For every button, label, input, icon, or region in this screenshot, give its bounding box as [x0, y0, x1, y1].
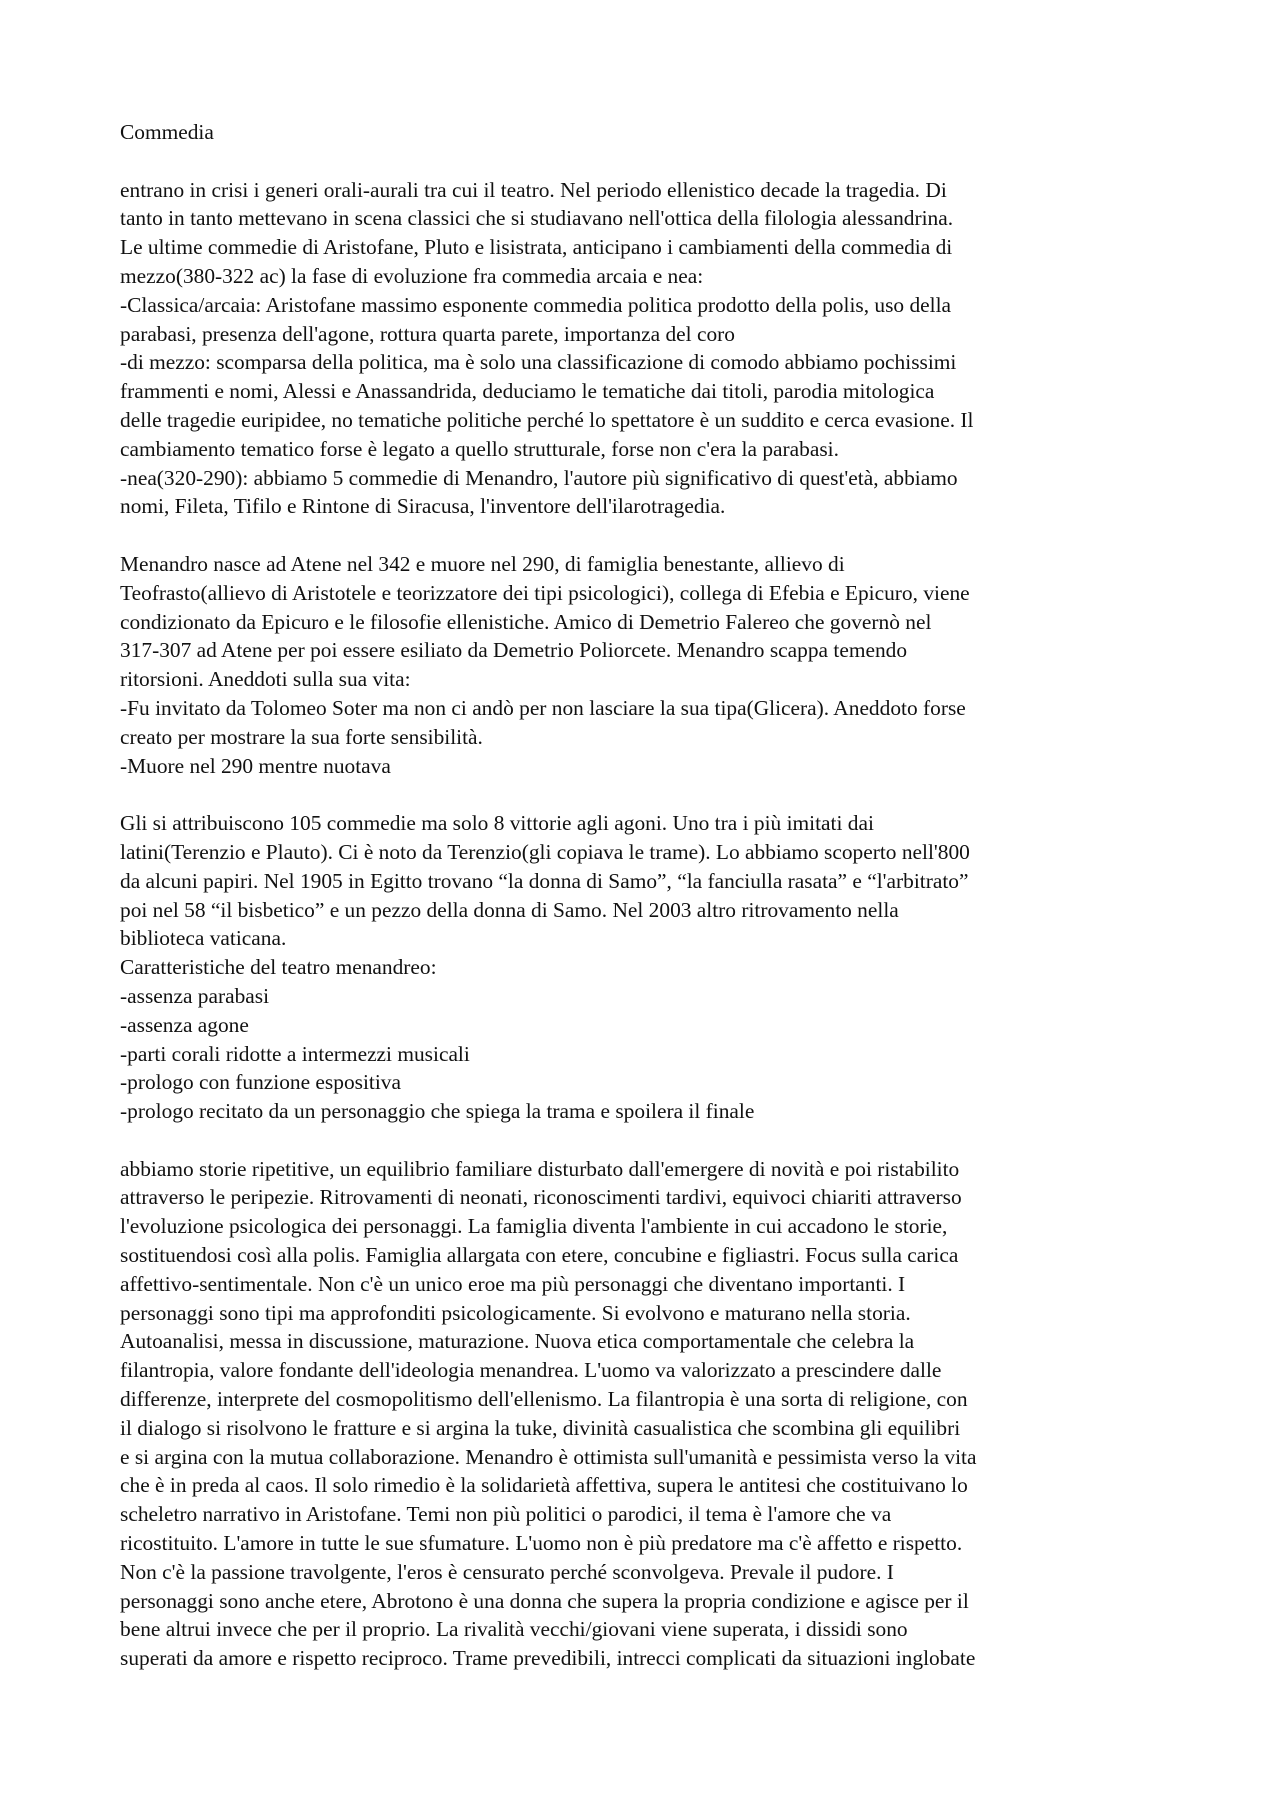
text-line: frammenti e nomi, Alessi e Anassandrida, deduciamo le tematiche dai titoli, parodia mitologica	[120, 379, 935, 404]
paragraph	[120, 550, 1160, 780]
text-line: delle tragedie euripidee, no tematiche politiche perché lo spettatore è un suddito e cerca evasione. Il	[120, 407, 974, 432]
text-line: personaggi sono anche etere, Abrotono è una donna che supera la propria condizione e agisce per il	[120, 1588, 969, 1613]
text-line: -assenza agone	[120, 1012, 249, 1037]
text-line: ritorsioni. Aneddoti sulla sua vita:	[120, 667, 411, 692]
text-line: bene altrui invece che per il proprio. La rivalità vecchi/giovani viene superata, i dissidi sono	[120, 1617, 908, 1642]
text-line: Menandro nasce ad Atene nel 342 e muore nel 290, di famiglia benestante, allievo di	[120, 551, 845, 576]
text-line: da alcuni papiri. Nel 1905 in Egitto trovano “la donna di Samo”, “la fanciulla rasata” e “l'arbitrato”	[120, 868, 969, 893]
text-line: tanto in tanto mettevano in scena classici che si studiavano nell'ottica della filologia alessandrina.	[120, 206, 954, 231]
text-line: creato per mostrare la sua forte sensibilità.	[120, 724, 483, 749]
text-line: mezzo(380-322 ac) la fase di evoluzione fra commedia arcaia e nea:	[120, 263, 704, 288]
text-line: e si argina con la mutua collaborazione. Menandro è ottimista sull'umanità e pessimista verso la vita	[120, 1444, 977, 1469]
text-line: condizionato da Epicuro e le filosofie ellenistiche. Amico di Demetrio Falereo che governò nel	[120, 609, 932, 634]
text-line: -nea(320-290): abbiamo 5 commedie di Menandro, l'autore più significativo di quest'età, abbiamo	[120, 465, 958, 490]
document-title: Commedia	[120, 120, 214, 144]
text-line: Caratteristiche del teatro menandreo:	[120, 955, 437, 980]
text-line: sostituendosi così alla polis. Famiglia allargata con etere, concubine e figliastri. Focus sulla carica	[120, 1243, 959, 1268]
paragraph	[120, 176, 1160, 522]
text-line: differenze, interprete del cosmopolitismo dell'ellenismo. La filantropia è una sorta di religione, con	[120, 1387, 968, 1412]
text-line: cambiamento tematico forse è legato a quello strutturale, forse non c'era la parabasi.	[120, 436, 839, 461]
text-line: Non c'è la passione travolgente, l'eros è censurato perché sconvolgeva. Prevale il pudore. I	[120, 1559, 894, 1584]
paragraph	[120, 809, 1160, 1126]
text-line: parabasi, presenza dell'agone, rottura quarta parete, importanza del coro	[120, 321, 735, 346]
text-line: -parti corali ridotte a intermezzi musicali	[120, 1041, 470, 1066]
text-line: scheletro narrativo in Aristofane. Temi non più politici o parodici, il tema è l'amore che va	[120, 1502, 892, 1527]
text-line: -Muore nel 290 mentre nuotava	[120, 753, 391, 778]
text-line: filantropia, valore fondante dell'ideologia menandrea. L'uomo va valorizzato a prescindere dalle	[120, 1358, 942, 1383]
document-body	[120, 176, 1160, 1673]
text-line: latini(Terenzio e Plauto). Ci è noto da Terenzio(gli copiava le trame). Lo abbiamo scoperto nell'800	[120, 839, 970, 864]
text-line: -Classica/arcaia: Aristofane massimo esponente commedia politica prodotto della polis, uso della	[120, 292, 952, 317]
text-line: -di mezzo: scomparsa della politica, ma è solo una classificazione di comodo abbiamo pochissimi	[120, 350, 957, 375]
text-line: entrano in crisi i generi orali-aurali tra cui il teatro. Nel periodo ellenistico decade la tragedia. Di	[120, 177, 947, 202]
text-line: il dialogo si risolvono le fratture e si argina la tuke, divinità casualistica che scombina gli equilibri	[120, 1415, 961, 1440]
text-line: personaggi sono tipi ma approfonditi psicologicamente. Si evolvono e maturano nella storia.	[120, 1300, 911, 1325]
text-line: l'evoluzione psicologica dei personaggi. La famiglia diventa l'ambiente in cui accadono le storie,	[120, 1214, 948, 1239]
text-line: -prologo recitato da un personaggio che spiega la trama e spoilera il finale	[120, 1099, 755, 1124]
text-line: biblioteca vaticana.	[120, 926, 287, 951]
text-line: ricostituito. L'amore in tutte le sue sfumature. L'uomo non è più predatore ma c'è affetto e rispetto.	[120, 1531, 963, 1556]
text-line: -prologo con funzione espositiva	[120, 1070, 401, 1095]
text-line: 317-307 ad Atene per poi essere esiliato da Demetrio Poliorcete. Menandro scappa temendo	[120, 638, 908, 663]
text-line: abbiamo storie ripetitive, un equilibrio familiare disturbato dall'emergere di novità e poi ristabilito	[120, 1156, 960, 1181]
text-line: attraverso le peripezie. Ritrovamenti di neonati, riconoscimenti tardivi, equivoci chiariti attraverso	[120, 1185, 962, 1210]
text-line: -assenza parabasi	[120, 983, 270, 1008]
document-page	[120, 118, 1160, 1673]
text-line: Teofrasto(allievo di Aristotele e teorizzatore dei tipi psicologici), collega di Efebia e Epicuro, viene	[120, 580, 970, 605]
text-line: affettivo-sentimentale. Non c'è un unico eroe ma più personaggi che diventano importanti. I	[120, 1271, 906, 1296]
text-line: Gli si attribuiscono 105 commedie ma solo 8 vittorie agli agoni. Uno tra i più imitati dai	[120, 811, 874, 836]
paragraph	[120, 1155, 1160, 1673]
text-line: poi nel 58 “il bisbetico” e un pezzo della donna di Samo. Nel 2003 altro ritrovamento nella	[120, 897, 899, 922]
text-line: superati da amore e rispetto reciproco. Trame prevedibili, intrecci complicati da situazioni inglobate	[120, 1646, 976, 1671]
text-line: Le ultime commedie di Aristofane, Pluto e lisistrata, anticipano i cambiamenti della commedia di	[120, 235, 953, 260]
text-line: nomi, Fileta, Tifilo e Rintone di Siracusa, l'inventore dell'ilarotragedia.	[120, 494, 726, 519]
text-line: -Fu invitato da Tolomeo Soter ma non ci andò per non lasciare la sua tipa(Glicera). Aneddoto forse	[120, 695, 966, 720]
text-line: Autoanalisi, messa in discussione, maturazione. Nuova etica comportamentale che celebra la	[120, 1329, 915, 1354]
text-line: che è in preda al caos. Il solo rimedio è la solidarietà affettiva, supera le antitesi che costituivano lo	[120, 1473, 968, 1498]
